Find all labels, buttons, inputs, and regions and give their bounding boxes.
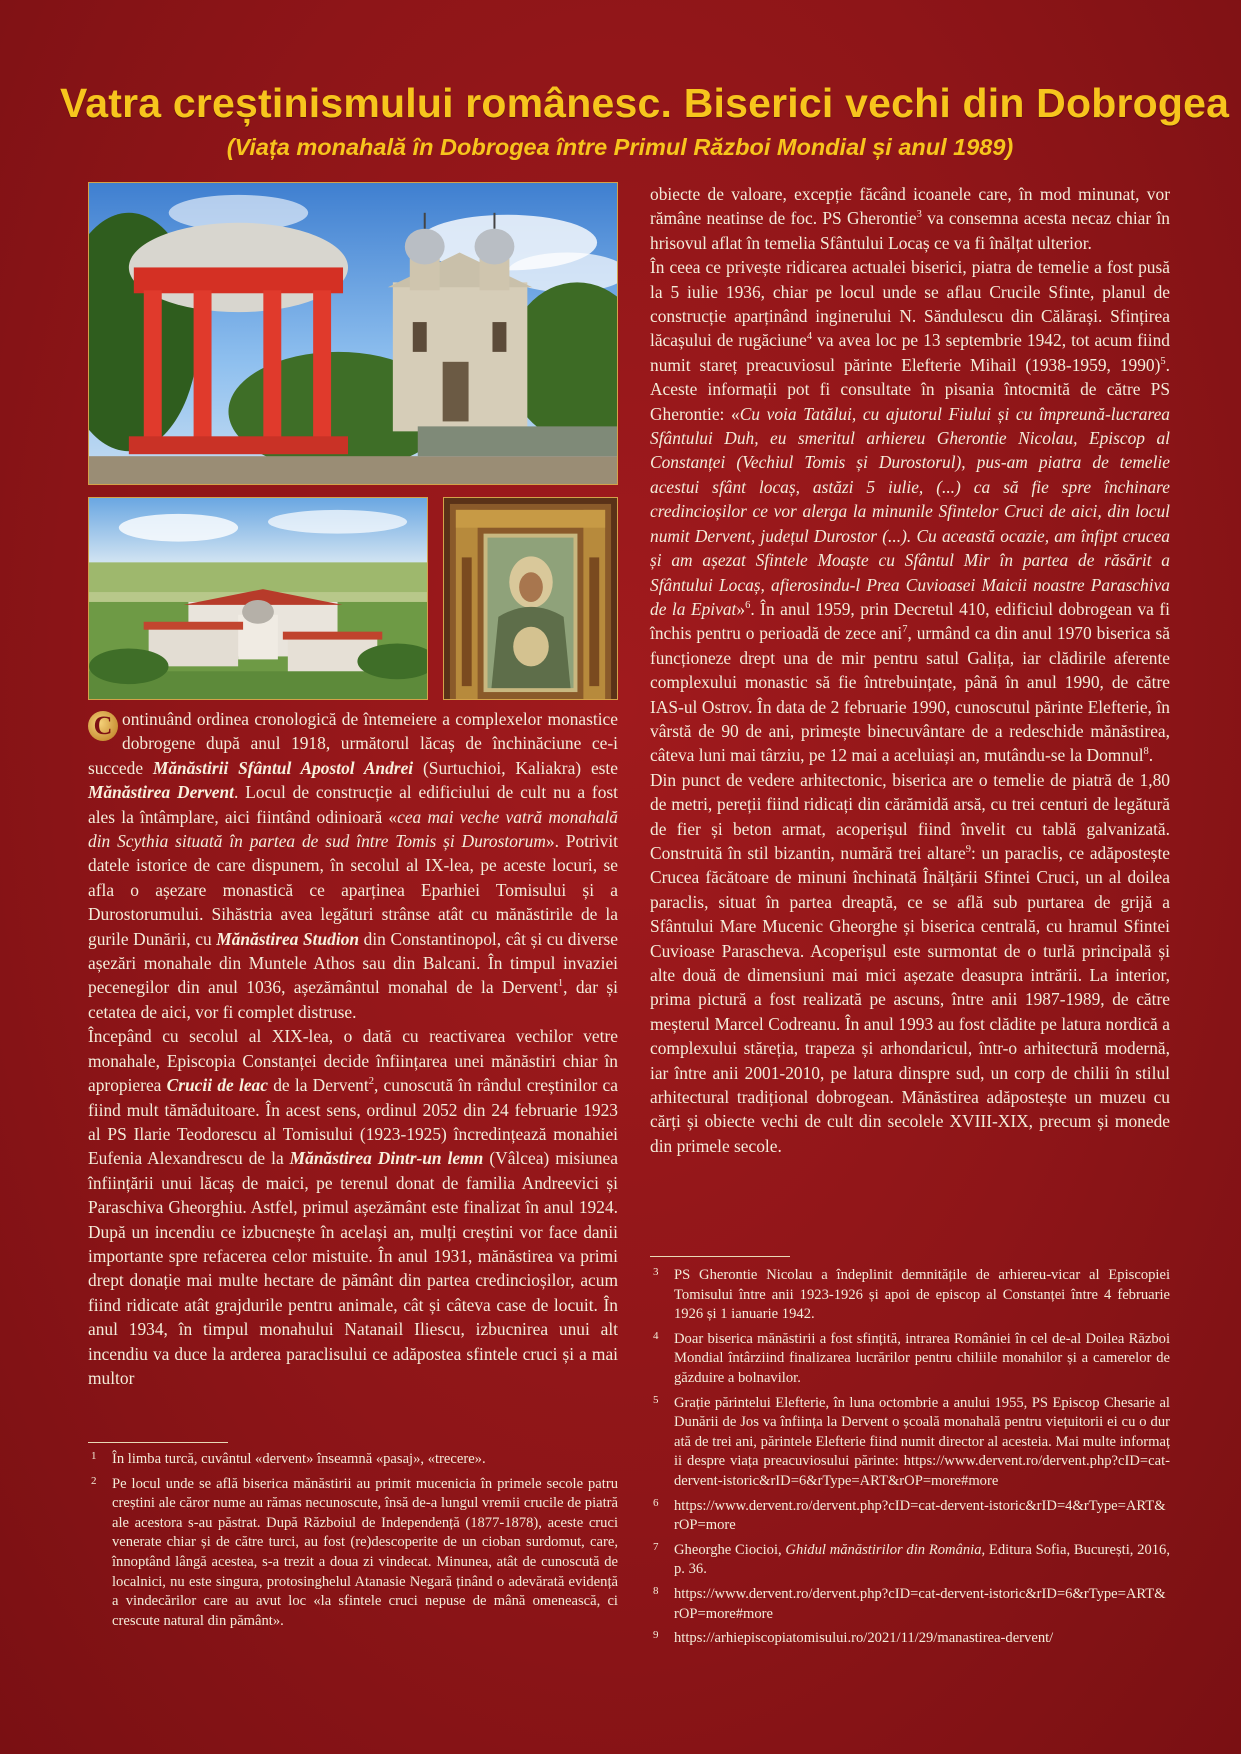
dropcap: C	[88, 711, 118, 741]
photo-icon-paraschiva	[443, 497, 618, 700]
page-subtitle: (Viața monahală în Dobrogea între Primul Război Mondial și anul 1989)	[226, 134, 1014, 160]
footnote: 3 PS Gherontie Nicolau a îndeplinit demnitățile de arhiereu-vicar al Episcopiei Tomisului între anii 1923-1926 și apoi de episcop al Constanței între 4 februarie 1926 și 1 ianuarie 1942.	[653, 1266, 1170, 1323]
right-paragraph-1: obiecte de valoare, excepție făcând icoanele care, în mod minunat, vor rămâne neatinse de foc. PS Gherontie$^3$ va consemna acesta necaz chiar în hrisovul aflat în temelia Sfântului Locaș ce va fi înălțat ulterior.	[650, 184, 1170, 253]
footnotes-left	[88, 1450, 618, 1636]
photo-church	[88, 182, 618, 485]
footnote-rule-left	[88, 1442, 228, 1443]
left-column-text	[88, 707, 618, 1390]
footnote: 9 https://arhiepiscopiatomisului.ro/2021/11/29/manastirea-dervent/	[653, 1629, 1054, 1647]
page-title: Vatra creștinismului românesc. Biserici vechi din Dobrogea	[60, 80, 1230, 126]
right-paragraph-2: În ceea ce privește ridicarea actualei biserici, piatra de temelie a fost pusă la 5 iulie 1936, chiar pe locul unde se aflau Crucile Sfinte, planul de construcție aparținând inginerului N. Săndulescu din Călărași. Sfințirea lăcașului de rugăciune$^4$ va avea loc pe 13 septembrie 1942, tot acum fiind numit stareț preacuviosul părinte Elefterie Mihail (1938-1959, 1990)$^5$. Aceste informații pot fi consultate în pisania întocmită de către PS Gherontie: «Cu voia Tatălui, cu ajutorul Fiului și cu împreună-lucrarea Sfântului Duh, eu smeritul arhiereu Gherontie Nicolau, Episcop al Constanței (Vechiul Tomis și Durostorul), pus-am piatra de temelie acestui sfânt locaș, astăzi 5 iulie, (...) ca să fie spre închinare credincioșilor ce vor alerga la minunile Sfintelor Cruci de aici, din locul numit Dervent, județul Durostor (...). Cu această ocazie, am înfipt crucea și am așezat Sfintele Moaște cu Sfântul Mir în partea de răsărit a Sfântului Locaș, afierosindu-l Prea Cuvioasei Maicii noastre Paraschiva de la Epivat»$^6$. În anul 1959, prin Decretul 410, edificiul dobrogean va fi închis pentru o perioadă de zece ani$^7$, urmând ca din anul 1970 biserica să funcționeze drept una de mir pentru satul Galița, iar clădirile aferente complexului monastic să fie întrebuințate, până în anul 1990, de către IAS-ul Ostrov. În data de 2 februarie 1990, cunoscutul părinte Elefterie, în vârstă de 90 de ani, primește binecuvântare de a redeschide mănăstirea, câteva luni mai târziu, pe 12 mai a aceluiași an, mutându-se la Domnul$^8$.	[650, 257, 1170, 766]
footnote: 7 Gheorghe Ciocioi, Ghidul mănăstirilor din România, Editura Sofia, București, 2016, p. 36.	[653, 1540, 1170, 1578]
left-paragraph-1: C ontinuând ordinea cronologică de întemeiere a complexelor monastice dobrogene după anul 1918, următorul lăcaș de închinăciune ce-i succede Mănăstirii Sfântul Apostol Andrei (Surtuchioi, Kaliakra) este Mănăstirea Dervent. Locul de construcție al edificiului de cult nu a fost ales la întâmplare, aici fiintând odinioară «cea mai veche vatră monahală din Scythia situată în partea de sud între Tomis și Durostorum». Potrivit datele istorice de care dispunem, în secolul al IX-lea, pe aceste locuri, se afla o așezare monastică ce aparținea Eparhiei Tomisului și a Durostorumului. Sihăstria avea legături strânse atât cu mănăstirile de la gurile Dunării, cu Mănăstirea Studion din Constantinopol, cât și cu diverse așezări monahale din Muntele Athos sau din Balcani. În timpul invaziei pecenegilor din anul 1036, așezământul monahal de la Dervent$^1$, dar și cetatea de aici, vor fi complet distruse.	[88, 709, 619, 1022]
footnotes-right	[650, 1266, 1170, 1654]
footnote: 1 În limba turcă, cuvântul «dervent» înseamnă «pasaj», «trecere».	[91, 1450, 486, 1467]
photo-monastery-aerial	[88, 497, 428, 700]
footnote-rule-right	[650, 1256, 790, 1257]
footnote: 5 Grație părintelui Elefterie, în luna octombrie a anului 1955, PS Episcop Chesarie al Dunării de Jos va înființa la Dervent o școală monahală pentru viețuitorii ei cu o durată de trei ani, părintele Elefterie fiind numit director al acesteia. Mai multe informații despre viața preacuviosului părinte: https://www.dervent.ro/dervent.php?cID=cat-dervent-istoric&rID=6&rType=ART&rOP=more#more	[653, 1393, 1170, 1489]
footnote: 6 https://www.dervent.ro/dervent.php?cID=cat-dervent-istoric&rID=4&rType=ART&rOP=more	[653, 1496, 1166, 1534]
footnote: 4 Doar biserica mănăstirii a fost sfințită, intrarea României în cel de-al Doilea Război Mondial întârziind finalizarea lucrărilor pentru chiliile monahilor și a camerelor de găzduire a bolnavilor.	[653, 1329, 1170, 1386]
right-column-text	[650, 182, 1170, 1158]
left-paragraph-2: Începând cu secolul al XIX-lea, o dată cu reactivarea vechilor vetre monahale, Episcopia Constanței decide înființarea unei mănăstiri chiar în apropierea Crucii de leac de la Dervent$^2$, cunoscută în rândul creștinilor ca fiind mult tămăduitoare. În acest sens, ordinul 2052 din 24 februarie 1923 al PS Ilarie Teodorescu al Tomisului (1923-1925) încredințează monahiei Eufenia Alexandrescu de la Mănăstirea Dintr-un lemn (Vâlcea) misiunea înființării unui lăcaș de maici, pe terenul donat de familia Andreevici și Paraschiva Gheorghiu. Astfel, primul așezământ este finalizat în anul 1924. După un incendiu ce izbucnește în același an, mulți creștini vor face danii importante spre refacerea celor mistuite. În anul 1931, mănăstirea va primi drept donație mai multe hectare de pământ din partea credincioșilor, acum fiind ridicate atât grajdurile pentru animale, cât și câteva case de locuit. În anul 1934, în timpul monahului Natanail Iliescu, izbucnirea unui alt incendiu va duce la arderea paraclisului ce adăpostea sfintele cruci și a mai multor	[88, 1026, 618, 1388]
right-paragraph-3: Din punct de vedere arhitectonic, biserica are o temelie de piatră de 1,80 de metri, pereții fiind ridicați din cărămidă arsă, cu trei centuri de legătură de fier și beton armat, acoperișul fiind învelit cu tablă galvanizată. Construită în stil bizantin, numără trei altare$^9$: un paraclis, ce adăpostește Crucea făcătoare de minuni închinată Înălțării Sfintei Cruci, un al doilea paraclis, situat în partea dreaptă, ce se află sub purtarea de grijă a Sfântului Mare Mucenic Gheorghe și biserica centrală, cu hramul Sfintei Cuvioase Parascheva. Acoperișul este surmontat de o turlă principală și alte două de dimensiuni mai mici așezate deasupra intrării. La interior, prima pictură a fost realizată pe ascuns, între anii 1987-1989, de către meșterul Marcel Codreanu. În anul 1993 au fost clădite pe latura nordică a complexului stărеția, trapeza și arhondaricul, într-o arhitectură modernă, iar între anii 2001-2010, pe latura dinspre sud, un corp de chilii în stilul arhitectural tradițional dobrogean. Mănăstirea adăpostește un muzeu cu cărți și obiecte vechi de cult din secolele XVIII-XIX, precum și monede din primele secole.	[650, 769, 1170, 1156]
footnote: 2 Pe locul unde se află biserica mănăstirii au primit mucenicia în primele secole patru creștini ale căror nume au rămas necunoscute, însă de-a lungul vremii crucile de piatră ale acestora s-au păstrat. După Războiul de Independență (1877-1878), aceste cruci venerate chiar și de către turci, au fost (re)descoperite de un cioban surdomut, care, înnoptând lângă acestea, s-a trezit a doua zi vindecat. Minunea, atât de cunoscută de localnici, nu este singura, protosinghelul Atanasie Negară ținând o adevărată evidență a vindecărilor care au avut loc «la sfintele cruci nepuse de mână omenească, ci crescute natural din pământ».	[91, 1474, 618, 1629]
footnote: 8 https://www.dervent.ro/dervent.php?cID=cat-dervent-istoric&rID=6&rType=ART&rOP=more#more	[653, 1584, 1166, 1622]
